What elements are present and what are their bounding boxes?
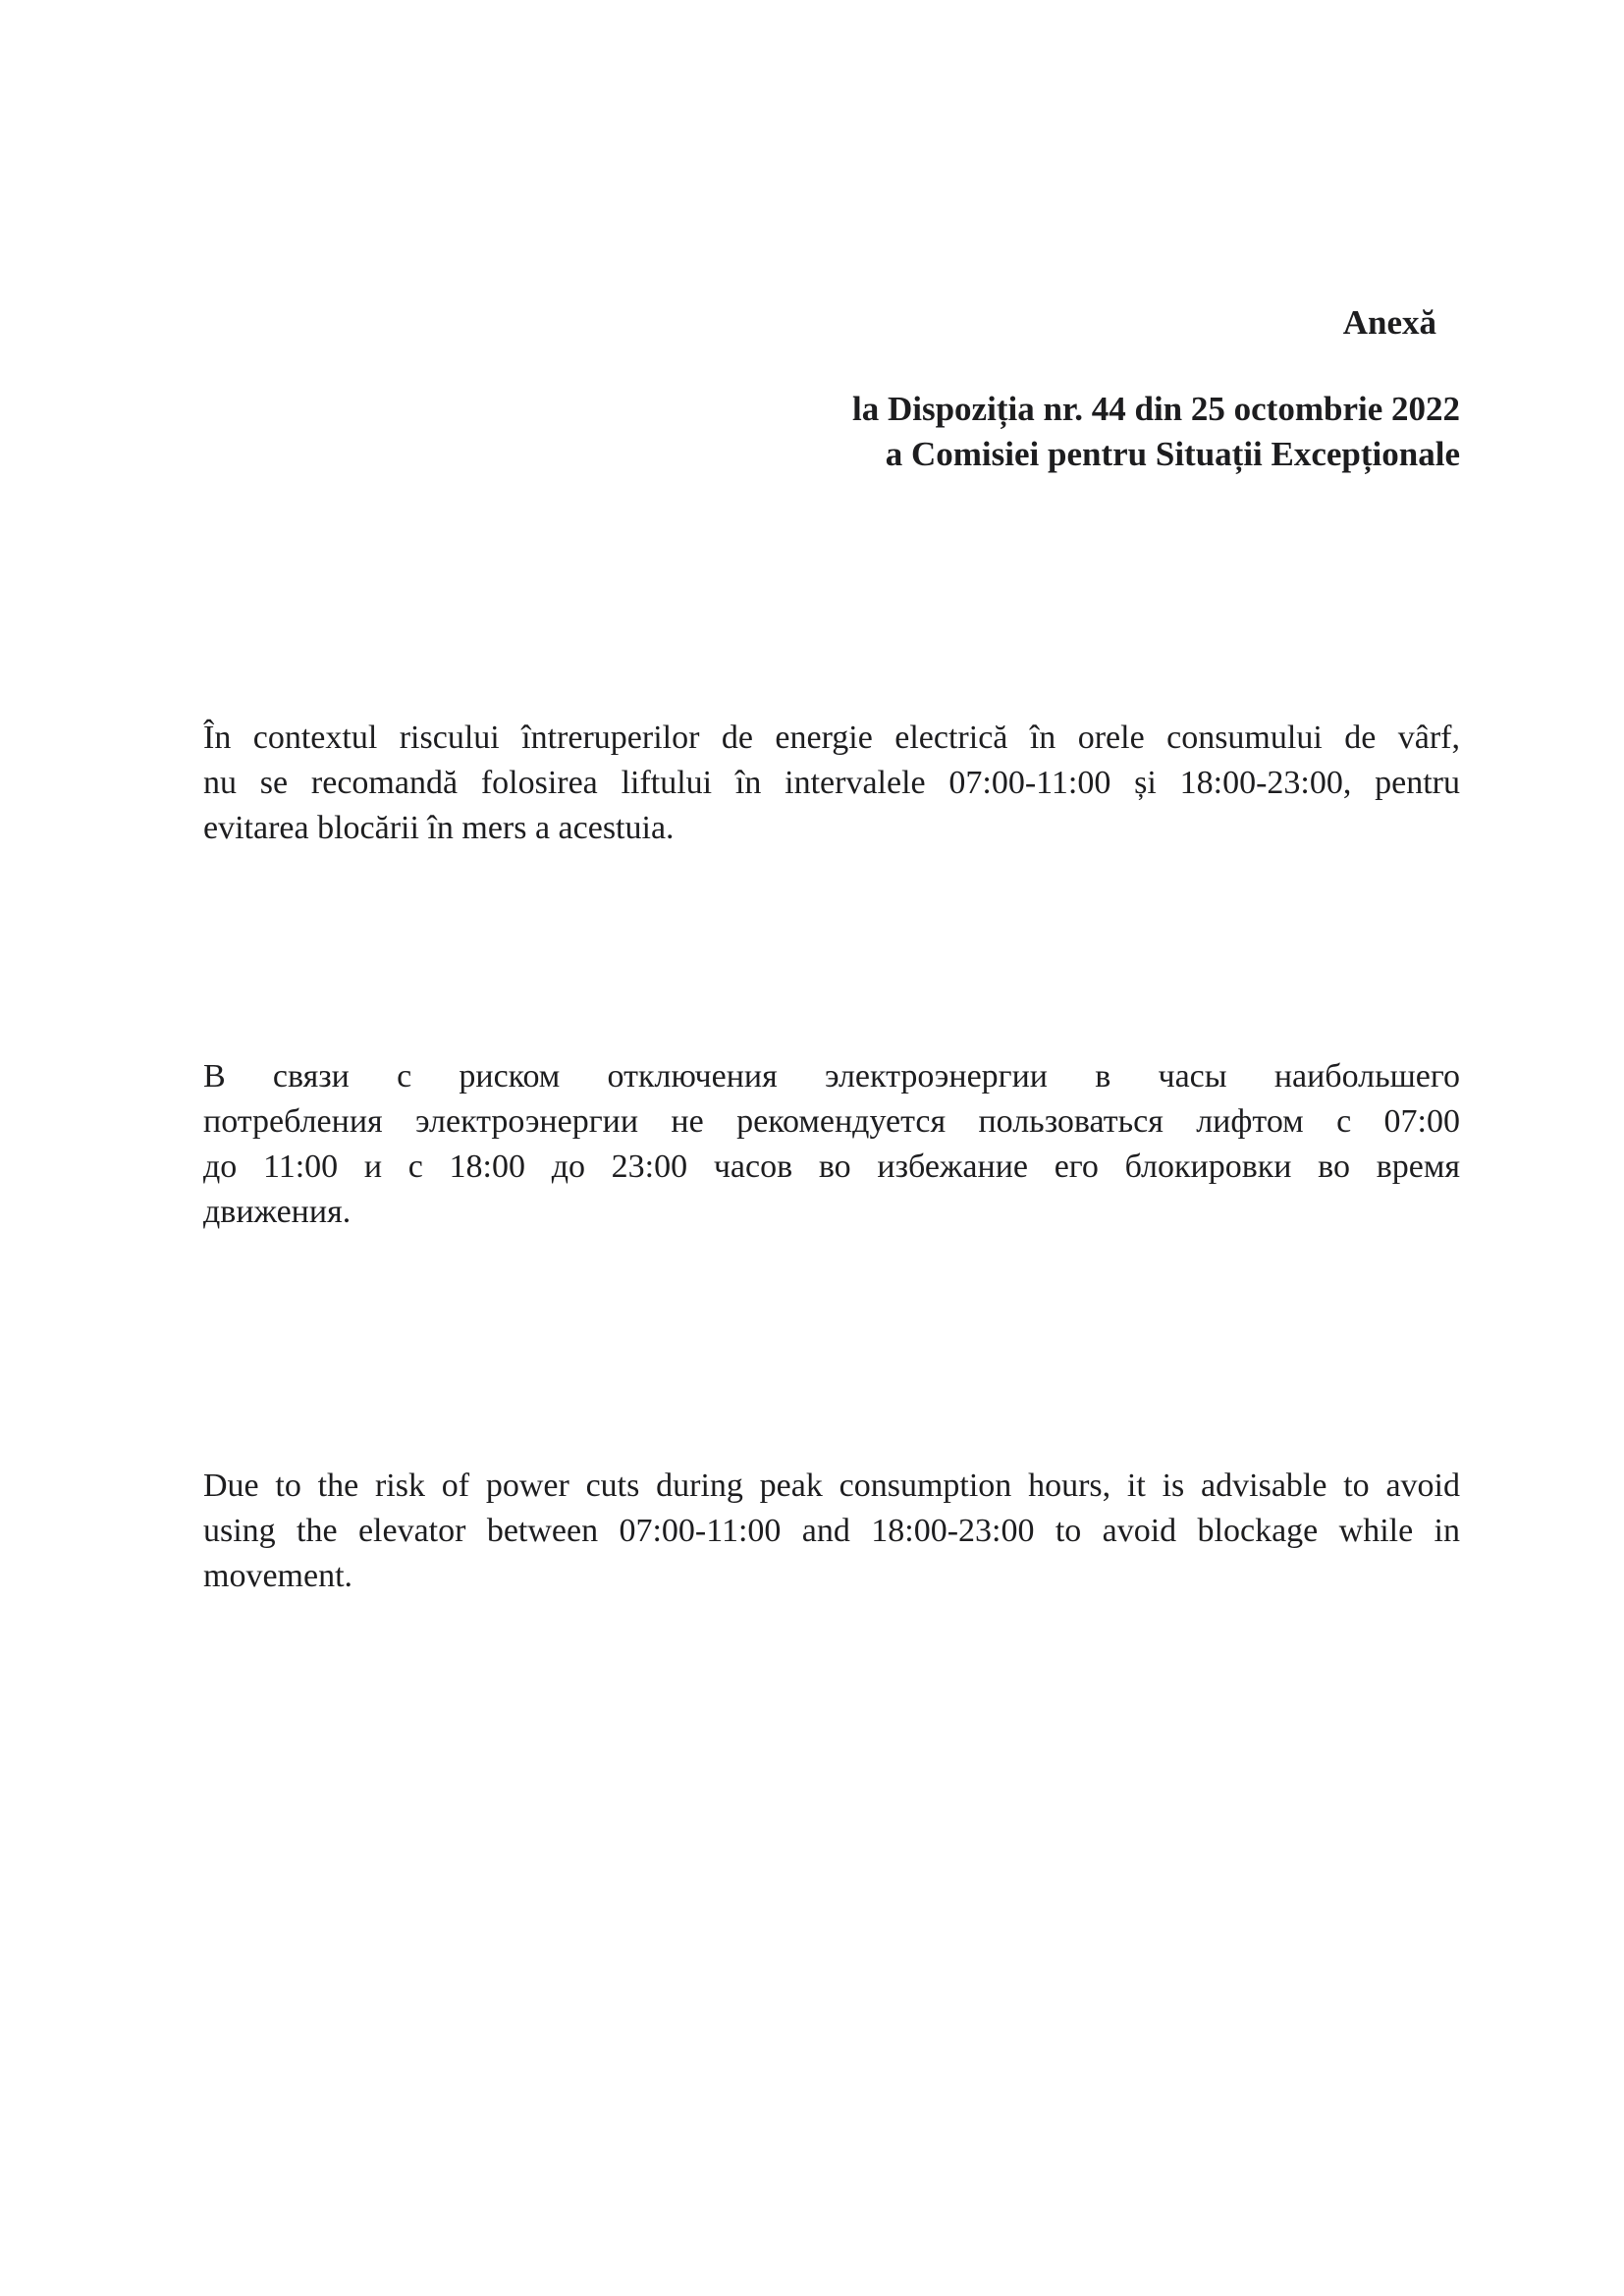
russian-paragraph-line: В связи с риском отключения электроэнергии в часы наибольшего <box>203 1058 1460 1095</box>
russian-paragraph-line: до 11:00 и с 18:00 до 23:00 часов во избежание его блокировки во время <box>203 1148 1460 1185</box>
russian-paragraph <box>203 1054 1460 1235</box>
russian-paragraph-line: движения. <box>203 1194 352 1230</box>
disposition-heading <box>203 387 1460 477</box>
romanian-paragraph-line: nu se recomandă folosirea liftului în intervalele 07:00-11:00 și 18:00-23:00, pentru <box>203 765 1460 801</box>
english-paragraph-line: movement. <box>203 1558 353 1594</box>
russian-paragraph-line: потребления электроэнергии не рекомендуется пользоваться лифтом с 07:00 <box>203 1103 1460 1140</box>
document-content <box>203 300 1460 1599</box>
disposition-heading-line2: a Comisiei pentru Situații Excepționale <box>885 435 1460 473</box>
english-paragraph <box>203 1464 1460 1599</box>
english-paragraph-line: using the elevator between 07:00-11:00 and 18:00-23:00 to avoid blockage while in <box>203 1513 1460 1549</box>
english-paragraph-line: Due to the risk of power cuts during peak consumption hours, it is advisable to avoid <box>203 1468 1460 1504</box>
disposition-heading-line1: la Dispoziția nr. 44 din 25 octombrie 2022 <box>852 390 1460 428</box>
romanian-paragraph-line: În contextul riscului întreruperilor de energie electrică în orele consumului de vârf, <box>203 720 1460 756</box>
annex-label: Anexă <box>1342 303 1436 342</box>
romanian-paragraph <box>203 716 1460 851</box>
romanian-paragraph-line: evitarea blocării în mers a acestuia. <box>203 810 675 846</box>
